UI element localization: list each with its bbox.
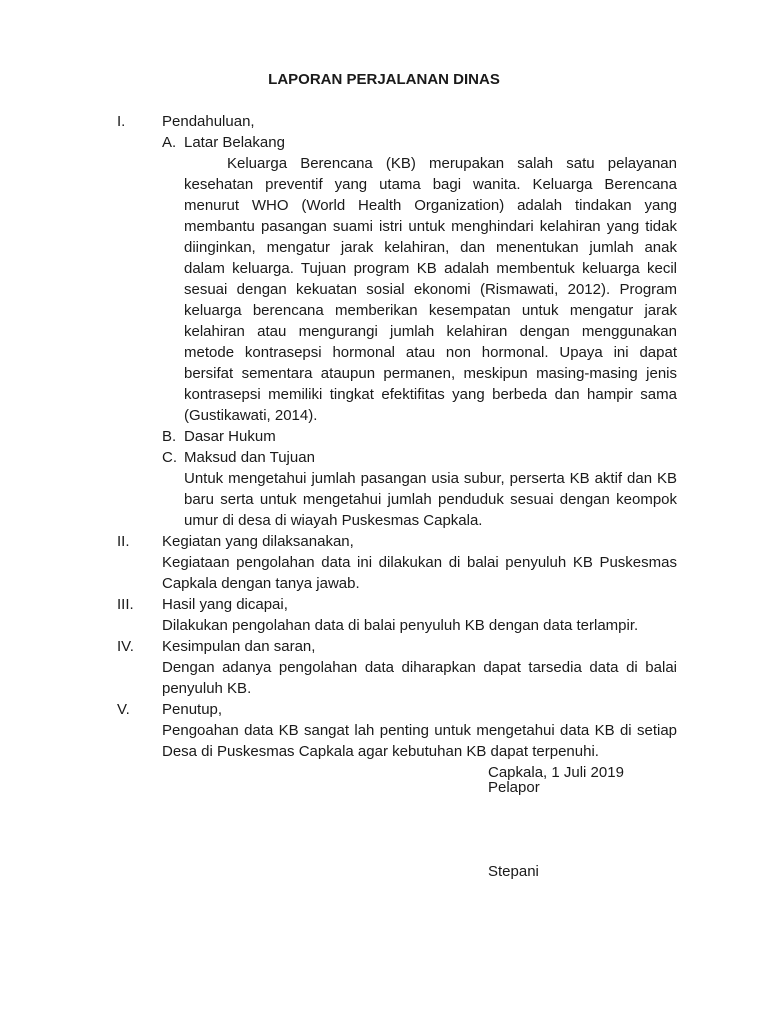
subsection-maksud-dan-tujuan	[0, 447, 768, 468]
subsection-heading: Dasar Hukum	[184, 428, 276, 445]
paragraph-line: kontrasepsi memiliki tingkat efektifitas yang berbeda dan hampir sama	[184, 386, 677, 403]
paragraph-line: umur di desa di wiayah Puskesmas Capkala.	[184, 512, 483, 529]
section-kesimpulan	[0, 636, 768, 657]
section-heading: Pendahuluan,	[162, 113, 255, 130]
paragraph-line: membantu pasangan suami istri untuk menghindari kelahiran yang tidak	[184, 218, 677, 235]
signature-place-date: Capkala, 1 Juli 2019	[488, 764, 624, 781]
section-numeral: V.	[117, 701, 130, 718]
section-numeral: IV.	[117, 638, 134, 655]
paragraph-line: bersifat sementara ataupun permanen, meskipun masing-masing jenis	[184, 365, 677, 382]
section-heading: Penutup,	[162, 701, 223, 718]
paragraph-line: baru serta untuk mengetahui jumlah penduduk sesuai dengan keompok	[184, 491, 677, 508]
paragraph-line: Untuk mengetahui jumlah pasangan usia subur, perserta KB aktif dan KB	[184, 470, 677, 487]
paragraph-line: Kegiataan pengolahan data ini dilakukan di balai penyuluh KB Puskesmas	[162, 554, 677, 571]
subsection-dasar-hukum	[0, 426, 768, 447]
section-numeral: III.	[117, 596, 134, 613]
paragraph-line: (Gustikawati, 2014).	[184, 407, 318, 424]
section-numeral: II.	[117, 533, 130, 550]
section-heading: Kesimpulan dan saran,	[162, 638, 316, 655]
subsection-letter: C.	[162, 449, 177, 466]
paragraph-line: metode kontrasepsi hormonal atau non hormonal. Upaya ini dapat	[184, 344, 677, 361]
paragraph-line: menurut WHO (World Health Organization) adalah tindakan yang	[184, 197, 677, 214]
paragraph-line: diinginkan, mengatur jarak kelahiran, dan menentukan jumlah anak	[184, 239, 677, 256]
paragraph-line: sesuai dengan kekuatan sosial ekonomi (Rismawati, 2012). Program	[184, 281, 677, 298]
signature-role: Pelapor	[488, 779, 540, 796]
paragraph-line: keluarga berencana memberikan kesempatan untuk mengatur jarak	[184, 302, 677, 319]
subsection-heading: Maksud dan Tujuan	[184, 449, 315, 466]
paragraph-line: Dilakukan pengolahan data di balai penyuluh KB dengan data terlampir.	[162, 617, 639, 634]
subsection-letter: B.	[162, 428, 177, 445]
section-penutup	[0, 699, 768, 720]
paragraph-line: Dengan adanya pengolahan data diharapkan dapat tarsedia data di balai	[162, 659, 677, 676]
subsection-letter: A.	[162, 134, 177, 151]
paragraph-line: kelahiran atau mengurangi jumlah kelahiran dengan menggunakan	[184, 323, 677, 340]
report-title: LAPORAN PERJALANAN DINAS	[268, 71, 500, 88]
paragraph-line: Desa di Puskesmas Capkala agar kebutuhan KB dapat terpenuhi.	[162, 743, 599, 760]
section-kegiatan	[0, 531, 768, 552]
paragraph-line: Keluarga Berencana (KB) merupakan salah satu pelayanan	[227, 155, 677, 172]
signature-name: Stepani	[488, 863, 539, 880]
section-heading: Hasil yang dicapai,	[162, 596, 288, 613]
paragraph-line: Pengoahan data KB sangat lah penting untuk mengetahui data KB di setiap	[162, 722, 677, 739]
paragraph-line: Capkala dengan tanya jawab.	[162, 575, 360, 592]
subsection-heading: Latar Belakang	[184, 134, 285, 151]
section-pendahuluan	[0, 111, 768, 132]
section-heading: Kegiatan yang dilaksanakan,	[162, 533, 354, 550]
paragraph-line: kesehatan preventif yang utama bagi wanita. Keluarga Berencana	[184, 176, 677, 193]
paragraph-line: penyuluh KB.	[162, 680, 252, 697]
report-body	[0, 69, 768, 762]
paragraph-line: dalam keluarga. Tujuan program KB adalah membentuk keluarga kecil	[184, 260, 677, 277]
section-hasil	[0, 594, 768, 615]
subsection-latar-belakang	[0, 132, 768, 153]
section-numeral: I.	[117, 113, 126, 130]
